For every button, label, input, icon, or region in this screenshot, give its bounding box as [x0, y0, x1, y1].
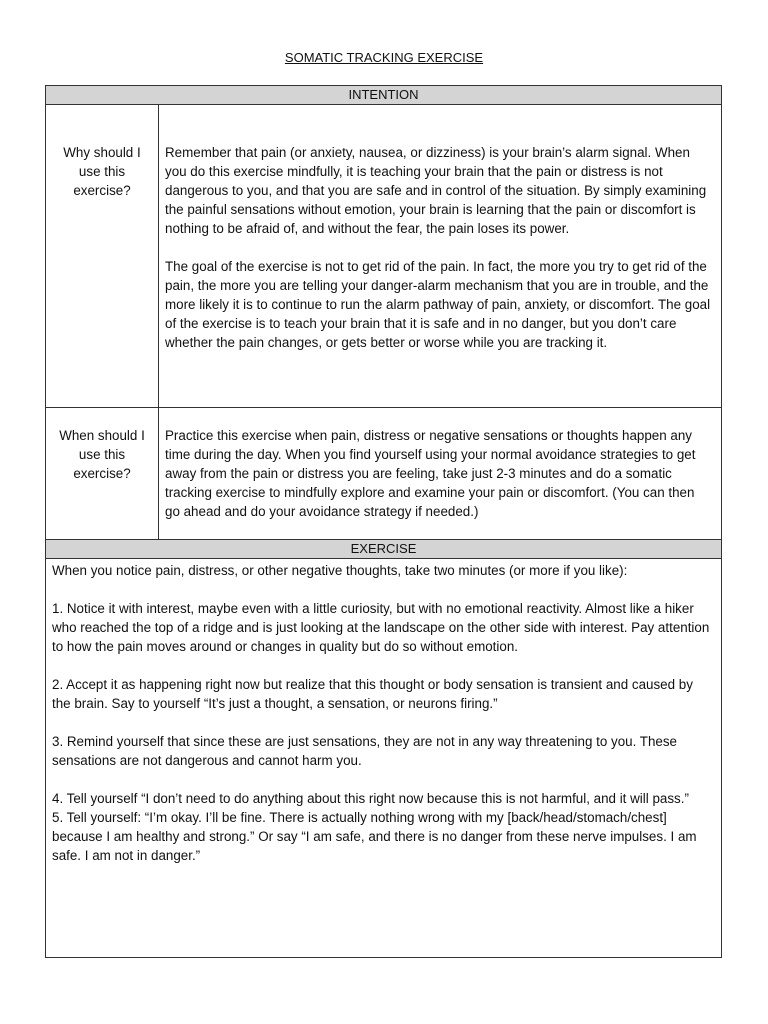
why-paragraph-1: Remember that pain (or anxiety, nausea, or dizziness) is your brain’s alarm signal. When you do this exercise mindfully, it is teaching your brain that the pain or distress is not dangerous to you, and that you are safe and in control of the situation. By simply examining the painful sensations without emotion, your brain is learning that the pain or discomfort is nothing to be afraid of, and without the fear, the pain loses its power. — [165, 145, 707, 236]
exercise-intro: When you notice pain, distress, or other negative thoughts, take two minutes (or more if you like): — [52, 563, 628, 578]
when-label: When should I use this exercise? — [46, 408, 159, 540]
why-paragraph-2: The goal of the exercise is not to get rid of the pain. In fact, the more you try to get rid of the pain, the more you are telling your danger-alarm mechanism that you are in trouble, and the more likely it is to continue to run the alarm pathway of pain, anxiety, or discomfort. The goal of the exercise is to teach your brain that it is safe and in no danger, but you don’t care whether the pain changes, or gets better or worse while you are tracking it. — [165, 259, 711, 350]
when-paragraph-1: Practice this exercise when pain, distress or negative sensations or thoughts happen any time during the day. When you find yourself using your normal avoidance strategies to get away from the pain or distress you are feeling, take just 2-3 minutes and do a somatic tracking exercise to mindfully explore and examine your pain or discomfort. (You can then go ahead and do your avoidance strategy if needed.) — [165, 428, 696, 519]
when-content — [159, 408, 722, 540]
exercise-step-1: 1. Notice it with interest, maybe even with a little curiosity, but with no emotional reactivity. Almost like a hiker who reached the top of a ridge and is just looking at the landscape on the other side with interest. Pay attention to how the pain moves around or changes in quality but do so without emotion. — [52, 601, 710, 654]
exercise-row — [46, 559, 722, 958]
exercise-header: EXERCISE — [46, 540, 722, 559]
why-label: Why should I use this exercise? — [46, 105, 159, 408]
exercise-content — [46, 559, 722, 958]
exercise-step-5: 5. Tell yourself: “I’m okay. I’ll be fine. There is actually nothing wrong with my [back/head/stomach/chest] because I am healthy and strong.” Or say “I am safe, and there is no danger from these nerve impulses. I am safe. I am not in danger.” — [52, 810, 697, 863]
exercise-step-2: 2. Accept it as happening right now but realize that this thought or body sensation is transient and caused by the brain. Say to yourself “It’s just a thought, a sensation, or neurons firing.” — [52, 677, 693, 711]
intention-header: INTENTION — [46, 86, 722, 105]
exercise-step-4: 4. Tell yourself “I don’t need to do anything about this right now because this is not harmful, and it will pass.” — [52, 791, 689, 806]
why-content — [159, 105, 722, 408]
why-row — [46, 105, 722, 408]
when-row — [46, 408, 722, 540]
document-title: SOMATIC TRACKING EXERCISE — [284, 50, 484, 65]
exercise-step-3: 3. Remind yourself that since these are just sensations, they are not in any way threatening to you. These sensations are not dangerous and cannot harm you. — [52, 734, 678, 768]
exercise-table — [45, 85, 722, 958]
